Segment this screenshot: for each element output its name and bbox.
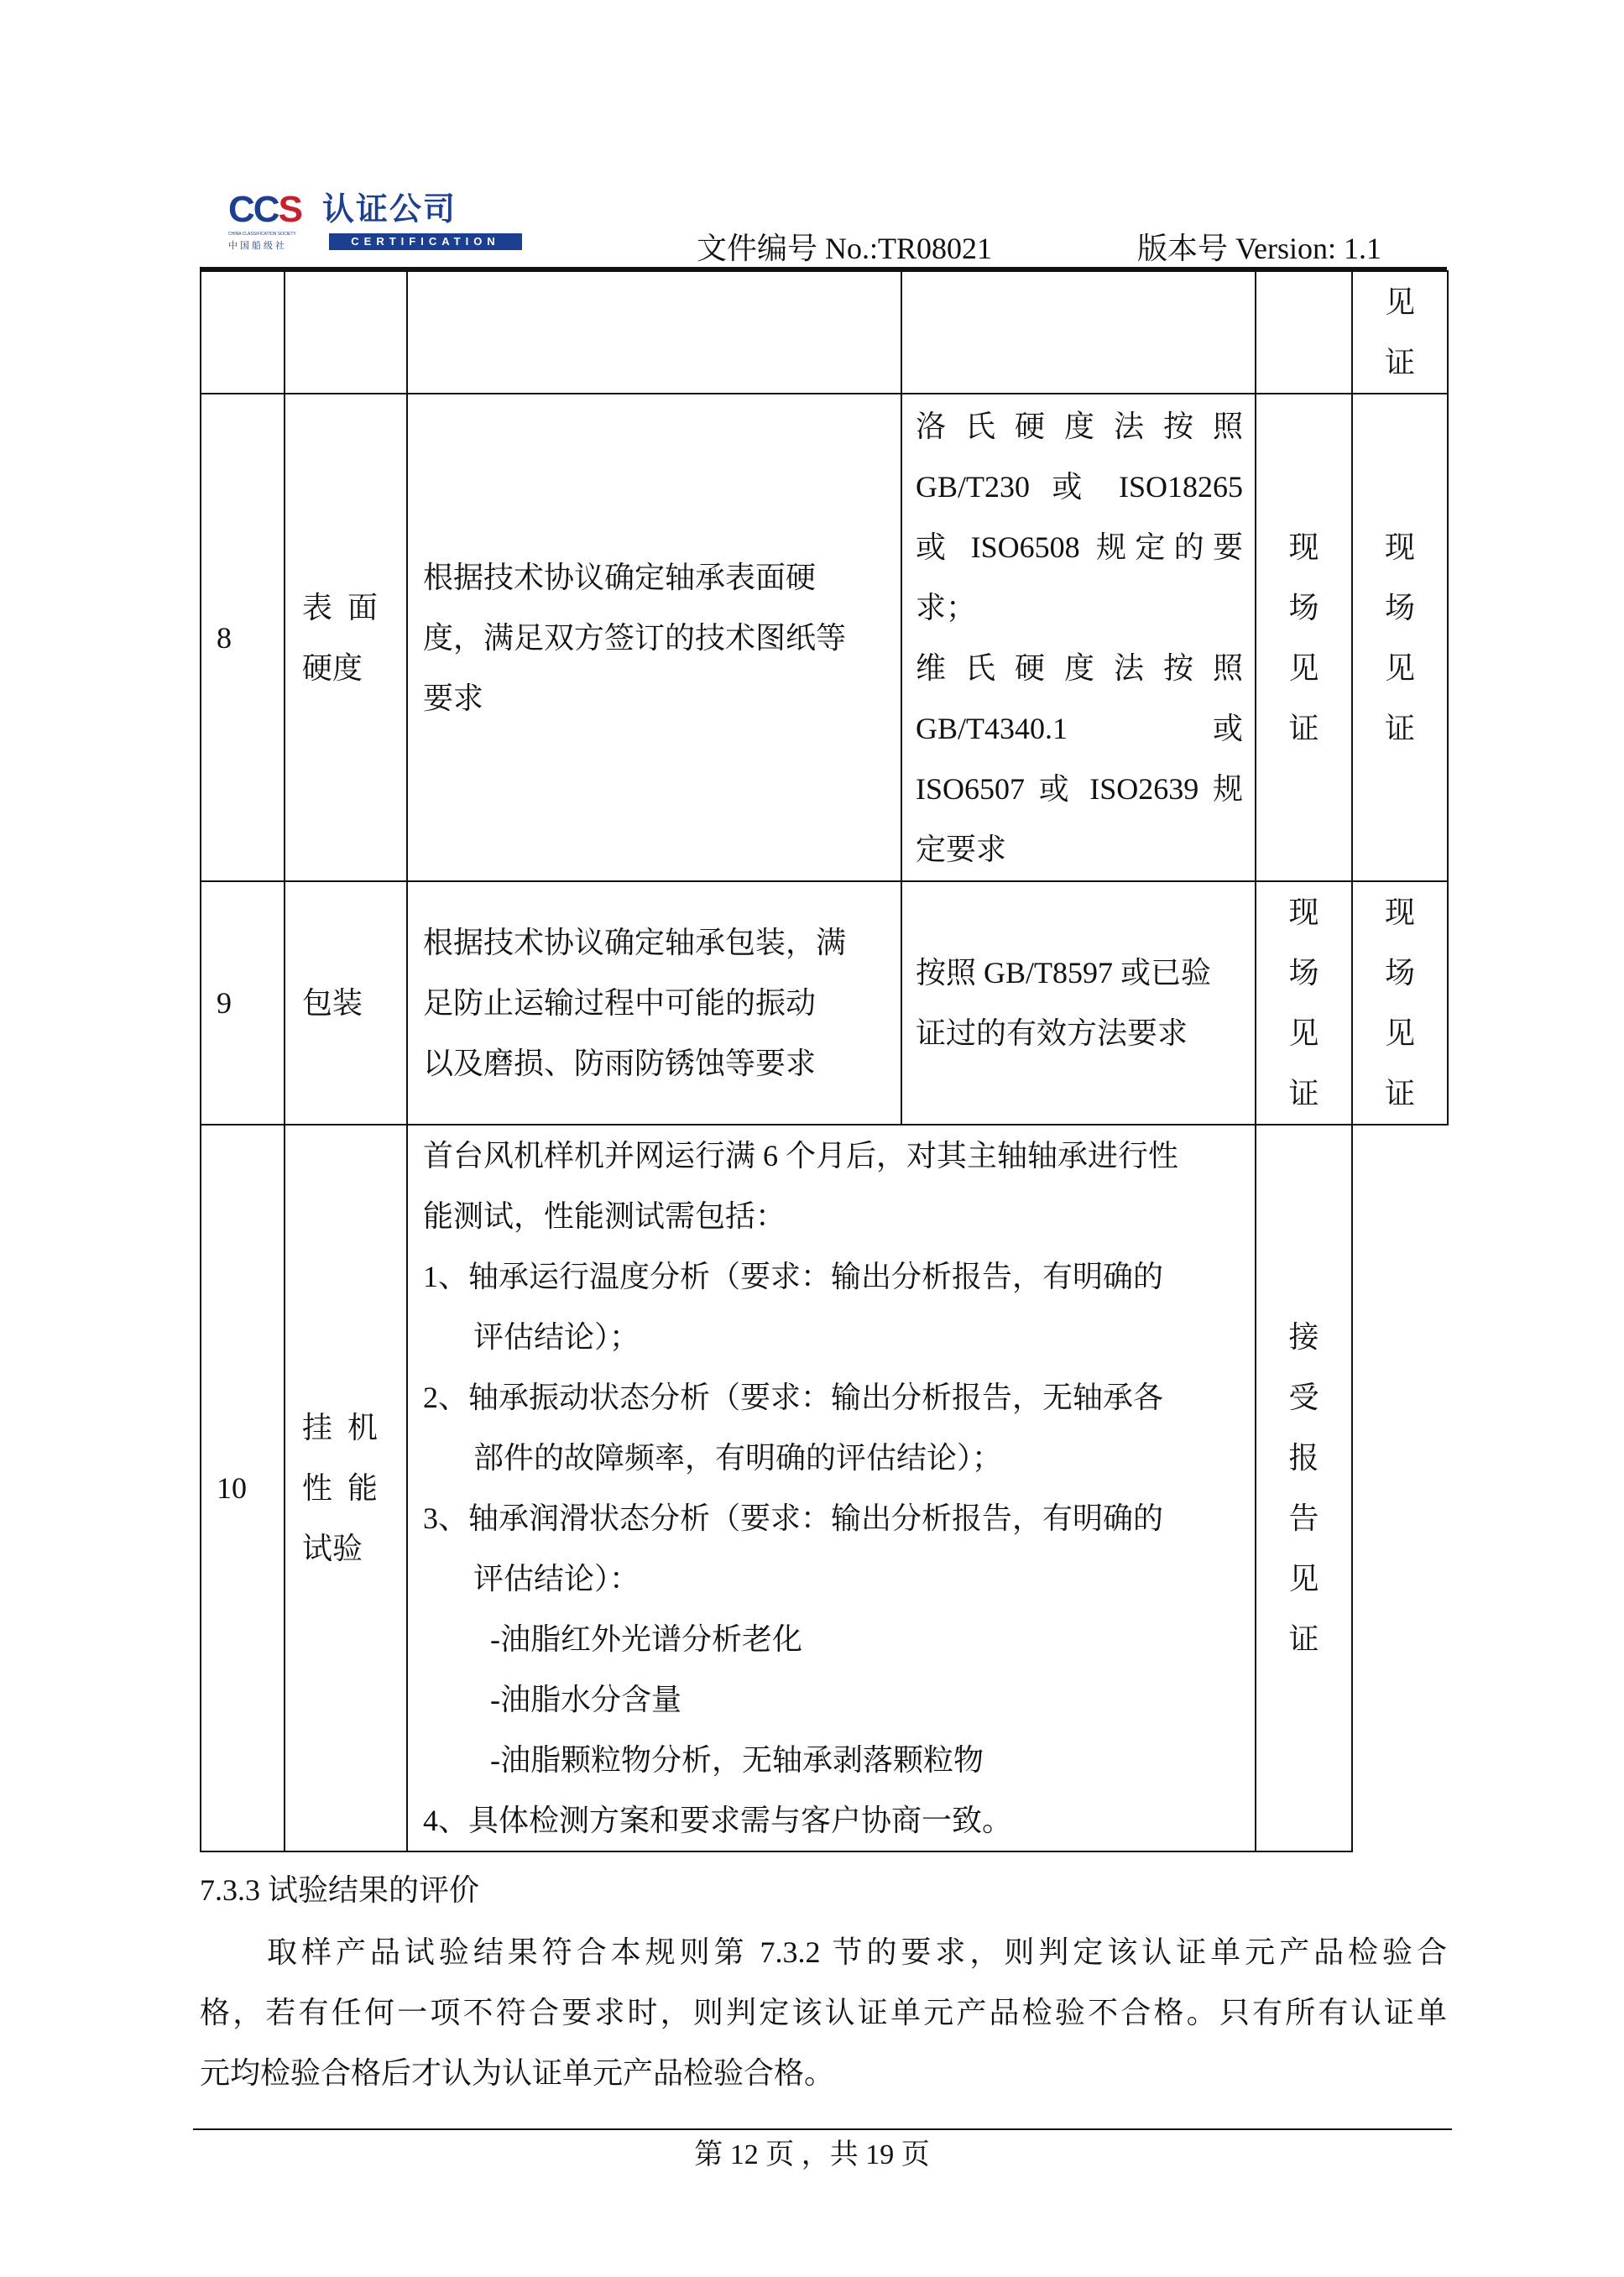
cell-text-line: 告 [1288, 1501, 1319, 1535]
paragraph-line: 格，若有任何一项不符合要求时，则判定该认证单元产品检验不合格。只有所有认证单 [200, 1996, 1447, 2029]
cell-text-line: 10 [217, 1471, 247, 1505]
cell-text-line: 报 [1288, 1441, 1319, 1475]
logo-society-cn: 中国船级社 [228, 241, 287, 251]
cell-text-line: ISO6507 或 ISO2639 规 [916, 771, 1243, 806]
cell-text-line: 4、具体检测方案和要求需与客户协商一致。 [423, 1804, 1013, 1837]
cell-text-line: 证 [1288, 1077, 1319, 1110]
cell-text-line: 要求 [423, 681, 484, 715]
cell-text-line: GB/T230 或 ISO18265 [916, 469, 1243, 504]
inspection-table [200, 270, 1449, 1852]
technical-requirement-cell [407, 271, 901, 394]
version-number: 版本号 Version: 1.1 [1137, 232, 1381, 265]
witness-mode-a-cell [1256, 271, 1352, 394]
logo-name-cn: 认证公司 [322, 192, 457, 227]
logo-ccs: CCS [228, 189, 301, 230]
cell-text-line: 洛氏硬度法按照 [916, 409, 1243, 443]
test-method-cell [901, 881, 1256, 1125]
cell-text-line: 现 [1384, 896, 1415, 929]
cell-text-line: 硬度 [302, 650, 363, 685]
cell-text-line: 见 [1288, 1016, 1319, 1050]
cell-text-line: 场 [1288, 956, 1319, 990]
cell-text-line: 定要求 [916, 832, 1007, 866]
cell-text-line: -油脂红外光谱分析老化 [490, 1622, 802, 1656]
cell-text-line: 见 [1288, 650, 1319, 685]
logo-society-en: CHINA CLASSIFICATION SOCIETY [228, 232, 296, 237]
technical-requirement-cell [407, 394, 901, 881]
cell-text-line: 根据技术协议确定轴承表面硬 [423, 560, 817, 594]
cell-text-line: 2、轴承振动状态分析（要求：输出分析报告，无轴承各 [423, 1381, 1164, 1414]
test-method-cell [901, 394, 1256, 881]
cell-text-line: 按照 GB/T8597 或已验 [916, 956, 1212, 990]
technical-requirement-cell [407, 881, 901, 1125]
table-row [201, 394, 1448, 881]
cell-text-line: 以及磨损、防雨防锈蚀等要求 [423, 1047, 817, 1080]
cell-text-line: 场 [1384, 590, 1415, 624]
item-number-cell [201, 271, 285, 394]
witness-mode-b-cell [1352, 271, 1448, 394]
cell-text-line: 1、轴承运行温度分析（要求：输出分析报告，有明确的 [423, 1260, 1164, 1293]
cell-text-line: 试验 [302, 1532, 363, 1565]
item-name-cell [285, 394, 407, 881]
cell-text-line: 3、轴承润滑状态分析（要求：输出分析报告，有明确的 [423, 1501, 1164, 1535]
table-row [201, 881, 1448, 1125]
document-number: 文件编号 No.:TR08021 [697, 232, 993, 265]
item-number-cell [201, 881, 285, 1125]
cell-text-line: 性 能 [302, 1471, 379, 1505]
cell-text-line: 接 [1288, 1320, 1319, 1354]
cell-text-line: 能测试，性能测试需包括： [423, 1199, 786, 1233]
cell-text-line: 包装 [302, 986, 363, 1020]
item-name-cell [285, 881, 407, 1125]
cell-text-line: 评估结论）； [473, 1320, 640, 1354]
cell-text-line: 见 [1288, 1562, 1319, 1595]
cell-text-line: 现 [1384, 530, 1415, 564]
cell-text-line: 证 [1384, 346, 1415, 379]
section-heading: 7.3.3 试验结果的评价 [200, 1873, 480, 1907]
cell-text-line: 证 [1288, 1622, 1319, 1656]
cell-text-line: 首台风机样机并网运行满 6 个月后，对其主轴轴承进行性 [423, 1139, 1179, 1172]
paragraph-line: 取样产品试验结果符合本规则第 7.3.2 节的要求，则判定该认证单元产品检验合 [267, 1935, 1447, 1969]
cell-text-line: 现 [1288, 896, 1319, 929]
cell-text-line: 场 [1384, 956, 1415, 990]
item-number-cell [201, 1125, 285, 1851]
cell-text-line: 见 [1384, 285, 1415, 319]
cell-text-line: -油脂颗粒物分析，无轴承剥落颗粒物 [490, 1743, 984, 1777]
cell-text-line: 足防止运输过程中可能的振动 [423, 986, 817, 1020]
table-row [201, 1125, 1448, 1851]
witness-mode-a-cell [1256, 394, 1352, 881]
witness-mode-a-cell [1256, 1125, 1352, 1851]
logo-certification: CERTIFICATION [329, 233, 522, 250]
paragraph-line: 元均检验合格后才认为认证单元产品检验合格。 [200, 2056, 835, 2090]
cell-text-line: 场 [1288, 590, 1319, 624]
cell-text-line: 现 [1288, 530, 1319, 564]
cell-text-line: 证 [1384, 1077, 1415, 1110]
item-number-cell [201, 394, 285, 881]
footer-rule [193, 2128, 1452, 2130]
cell-text-line: 评估结论）： [473, 1562, 640, 1595]
cell-text-line: 挂 机 [302, 1411, 379, 1444]
cell-text-line: GB/T4340.1 或 [916, 711, 1243, 745]
cell-text-line: 求； [916, 590, 977, 624]
cell-text-line: 维氏硬度法按照 [916, 650, 1243, 685]
page-number: 第 12 页 ，共 19 页 [694, 2139, 930, 2170]
cell-text-line: 根据技术协议确定轴承包装，满 [423, 926, 847, 959]
cell-text-line: 8 [217, 620, 232, 655]
witness-mode-b-cell [1352, 394, 1448, 881]
cell-text-line: 9 [217, 986, 232, 1020]
table-row [201, 271, 1448, 394]
cell-text-line: 证 [1384, 711, 1415, 745]
ccs-certification-logo [228, 191, 524, 252]
cell-text-line: 度，满足双方签订的技术图纸等 [423, 620, 847, 655]
item-name-cell [285, 1125, 407, 1851]
item-name-cell [285, 271, 407, 394]
cell-text-line: 证 [1288, 711, 1319, 745]
evaluation-paragraph [200, 1922, 1447, 2103]
witness-mode-a-cell [1256, 881, 1352, 1125]
cell-text-line: 或 ISO6508 规定的要 [916, 530, 1243, 564]
cell-text-line: -油脂水分含量 [490, 1683, 681, 1716]
test-method-cell [901, 271, 1256, 394]
technical-requirement-cell [407, 1125, 1256, 1851]
cell-text-line: 见 [1384, 650, 1415, 685]
witness-mode-b-cell [1352, 881, 1448, 1125]
cell-text-line: 部件的故障频率，有明确的评估结论）； [473, 1441, 1003, 1475]
cell-text-line: 证过的有效方法要求 [916, 1016, 1188, 1050]
cell-text-line: 表 面 [302, 590, 379, 624]
cell-text-line: 受 [1288, 1381, 1319, 1414]
cell-text-line: 见 [1384, 1016, 1415, 1050]
